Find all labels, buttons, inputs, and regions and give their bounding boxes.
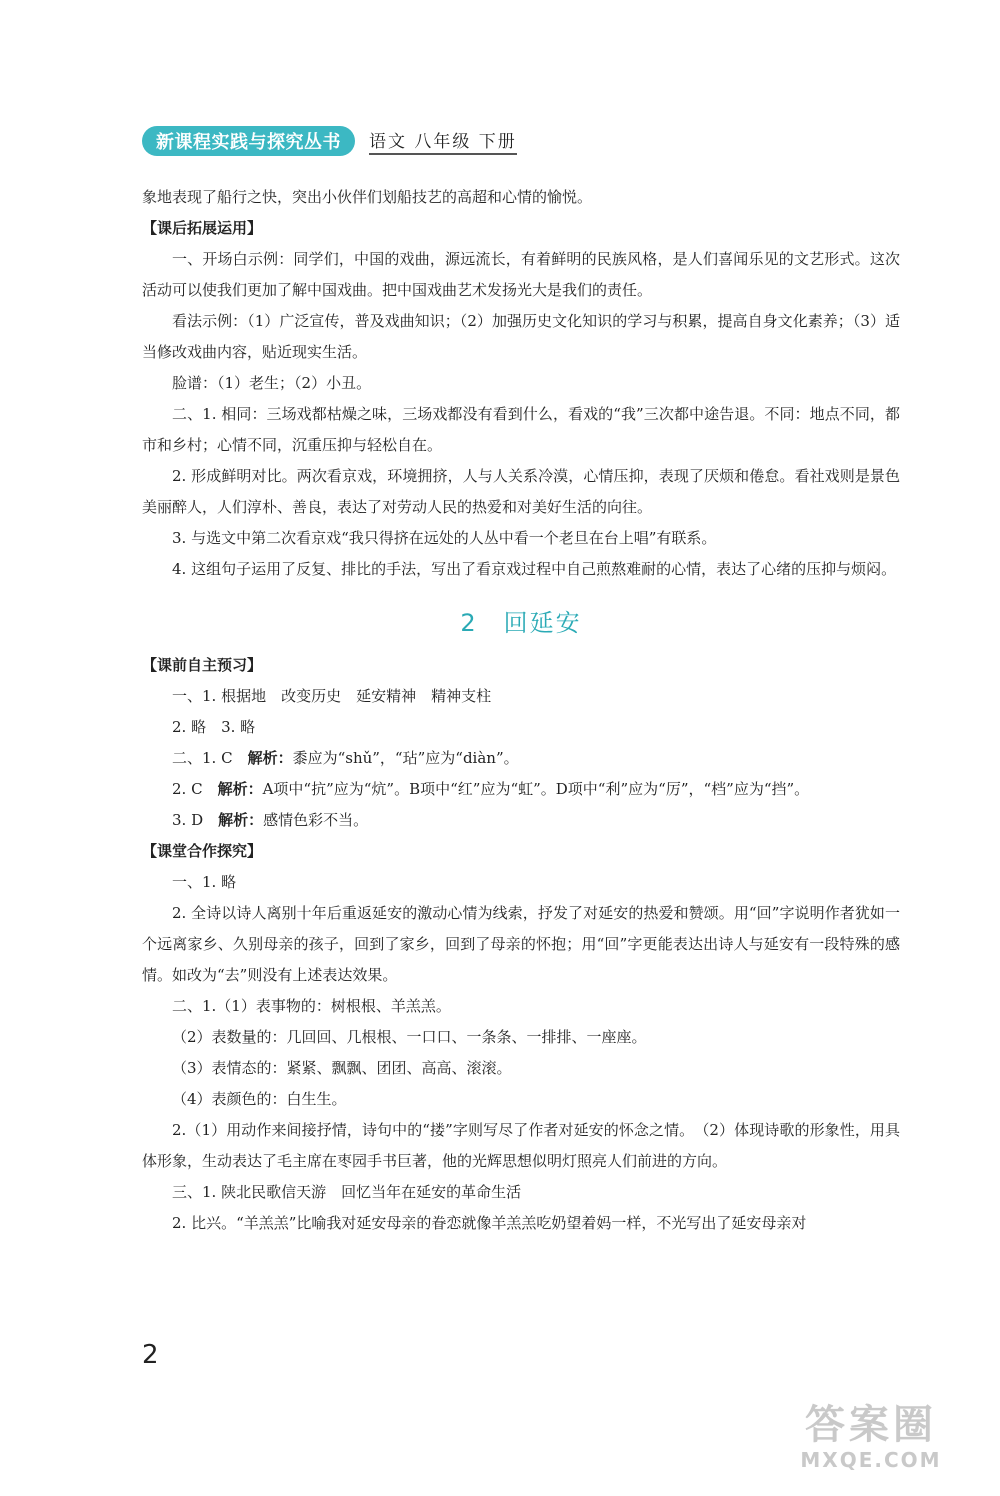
paragraph: 一、1. 略: [172, 873, 237, 891]
analysis-label: 解析：: [217, 780, 263, 798]
paragraph: 一、1. 根据地 改变历史 延安精神 精神支柱: [172, 687, 492, 705]
paragraph: 象地表现了船行之快，突出小伙伴们划船技艺的高超和心情的愉悦。: [142, 188, 593, 206]
paragraph: 一、开场白示例：同学们，中国的戏曲，源远流长，有着鲜明的民族风格，是人们喜闻乐见的文艺形式。这次活动可以使我们更加了解中国戏曲。把中国戏曲艺术发扬光大是我们的责任。: [142, 250, 900, 299]
watermark-text: 答案圈: [805, 1402, 937, 1448]
lesson-title: [142, 603, 900, 638]
series-badge: 新课程实践与探究丛书: [142, 126, 355, 156]
paragraph: 2. 略 3. 略: [172, 718, 256, 736]
paragraph: [142, 774, 900, 805]
paragraph: [142, 743, 900, 774]
paragraph: 2.（1）用动作来间接抒情，诗句中的“搂”字则写尽了作者对延安的怀念之情。 （2）体现诗歌的形象性，用具体形象，生动表达了毛主席在枣园手书巨著，他的光辉思想似明灯照亮人们前进的方向。: [142, 1121, 900, 1170]
page-content: [142, 182, 900, 1239]
watermark-logo: [766, 1402, 976, 1482]
answer: 2. C: [172, 780, 218, 798]
section-heading-preview: 【课前自主预习】: [142, 656, 263, 674]
paragraph: （2）表数量的：几回回、几根根、一口口、一条条、一排排、一座座。: [172, 1028, 647, 1046]
paragraph: 2. 比兴。“羊羔羔”比喻我对延安母亲的眷恋就像羊羔羔吃奶望着妈一样，不光写出了延安母亲对: [172, 1214, 807, 1232]
paragraph: （3）表情态的：紧紧、飘飘、团团、高高、滚滚。: [172, 1059, 512, 1077]
answer: 二、1. C: [172, 749, 248, 767]
book-subtitle: 语文 八年级 下册: [369, 127, 517, 155]
watermark-url: MXQE.COM: [800, 1448, 942, 1472]
analysis-text: 感情色彩不当。: [263, 811, 369, 829]
paragraph: [142, 805, 900, 836]
answer: 3. D: [172, 811, 219, 829]
analysis-text: 黍应为“shǔ”，“玷”应为“diàn”。: [292, 749, 519, 767]
paragraph: 三、1. 陕北民歌信天游 回忆当年在延安的革命生活: [172, 1183, 522, 1201]
section-heading-classroom: 【课堂合作探究】: [142, 842, 263, 860]
paragraph: 二、1.（1）表事物的：树根根、羊羔羔。: [172, 997, 451, 1015]
paragraph: （4）表颜色的：白生生。: [172, 1090, 347, 1108]
analysis-text: A项中“抗”应为“炕”。B项中“红”应为“虹”。D项中“利”应为“厉”，“档”应为“挡”。: [262, 780, 810, 798]
book-header: [142, 124, 517, 158]
analysis-label: 解析：: [218, 811, 264, 829]
lesson-number: 2: [460, 609, 478, 637]
paragraph: 4. 这组句子运用了反复、排比的手法，写出了看京戏过程中自己煎熬难耐的心情，表达了心绪的压抑与烦闷。: [172, 560, 897, 578]
paragraph: 3. 与选文中第二次看京戏“我只得挤在远处的人丛中看一个老旦在台上唱”有联系。: [172, 529, 717, 547]
section-heading-extension: 【课后拓展运用】: [142, 219, 263, 237]
analysis-label: 解析：: [247, 749, 293, 767]
paragraph: 看法示例：（1）广泛宣传，普及戏曲知识；（2）加强历史文化知识的学习与积累，提高自身文化素养；（3）适当修改戏曲内容，贴近现实生活。: [142, 312, 900, 361]
paragraph: 2. 全诗以诗人离别十年后重返延安的激动心情为线索，抒发了对延安的热爱和赞颂。用“回”字说明作者犹如一个远离家乡、久别母亲的孩子，回到了家乡，回到了母亲的怀抱；用“回”字更能表达出诗人与延安有一段特殊的感情。如改为“去”则没有上述表达效果。: [142, 904, 900, 984]
paragraph: 脸谱：（1）老生；（2）小丑。: [172, 374, 372, 392]
page-number: 2: [142, 1340, 159, 1370]
lesson-name: 回延安: [503, 609, 582, 637]
paragraph: 二、1. 相同：三场戏都枯燥之味，三场戏都没有看到什么，看戏的“我”三次都中途告退。不同：地点不同，都市和乡村；心情不同，沉重压抑与轻松自在。: [142, 405, 900, 454]
paragraph: 2. 形成鲜明对比。两次看京戏，环境拥挤，人与人关系冷漠，心情压抑，表现了厌烦和倦怠。看社戏则是景色美丽醉人，人们淳朴、善良，表达了对劳动人民的热爱和对美好生活的向往。: [142, 467, 900, 516]
